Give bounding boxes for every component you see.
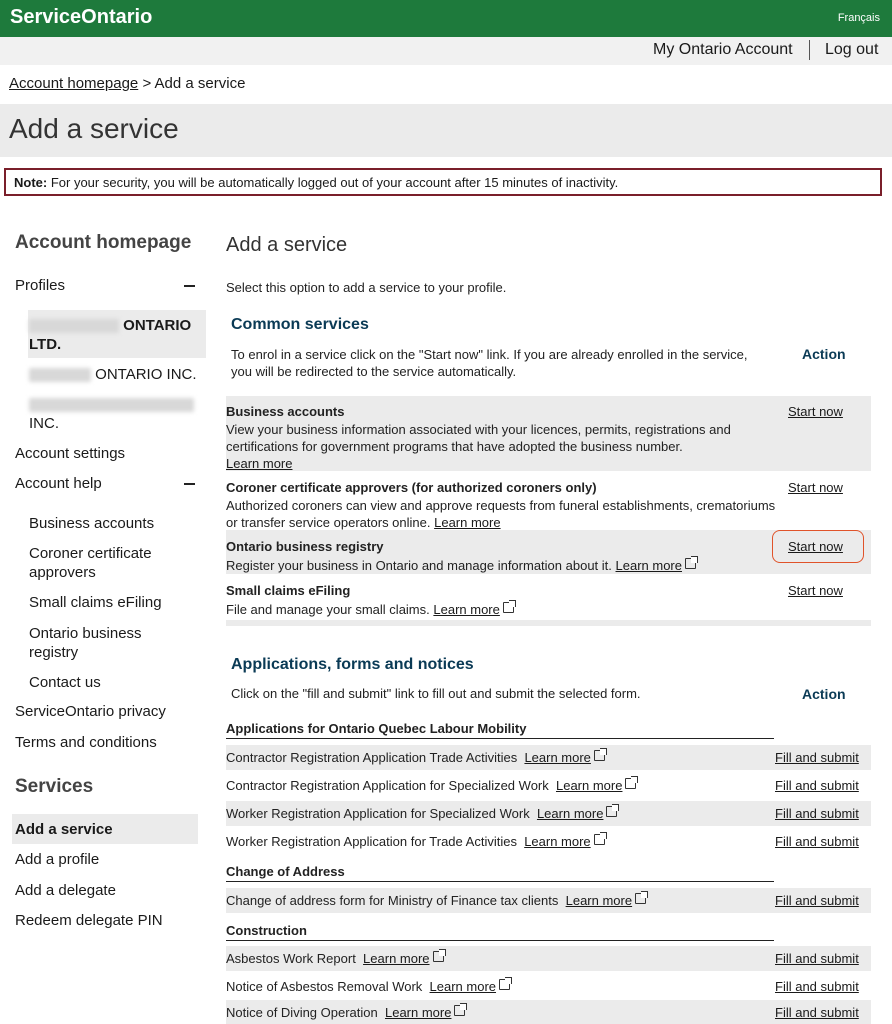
- service-desc-business-accounts: View your business information associated with your licences, permits, registrations and certifications for government programs that have adopted the business number. Learn more: [226, 422, 731, 471]
- learn-more-link[interactable]: Learn more: [524, 834, 591, 849]
- external-link-icon: [635, 893, 646, 904]
- fill-and-submit-link[interactable]: Fill and submit: [775, 750, 859, 765]
- learn-more-link[interactable]: Learn more: [524, 750, 591, 765]
- breadcrumb-current: Add a service: [154, 75, 246, 92]
- page-title-bar: [0, 104, 892, 157]
- sidebar-account-homepage[interactable]: Account homepage: [15, 232, 192, 253]
- external-link-icon: [454, 1005, 465, 1016]
- sidebar-account-help[interactable]: Account help: [15, 475, 102, 492]
- service-title-coroner: Coroner certificate approvers (for authorized coroners only): [226, 480, 597, 495]
- group-rule: [226, 940, 774, 941]
- sidebar-add-profile[interactable]: Add a profile: [15, 851, 100, 868]
- learn-more-link[interactable]: Learn more: [615, 558, 682, 573]
- breadcrumb-separator: >: [142, 75, 152, 92]
- account-bar: [0, 37, 892, 65]
- sidebar-terms[interactable]: Terms and conditions: [15, 734, 157, 751]
- redacted-number: [29, 368, 91, 382]
- collapse-profiles-icon[interactable]: [184, 285, 195, 287]
- group-heading-change-of-address: Change of Address: [226, 864, 345, 879]
- sidebar-redeem-pin[interactable]: Redeem delegate PIN: [15, 912, 163, 929]
- table-row: Contractor Registration Application for Specialized Work Learn more Fill and submit: [226, 778, 859, 793]
- table-row: Notice of Asbestos Removal Work Learn more Fill and submit: [226, 979, 859, 994]
- fill-and-submit-link[interactable]: Fill and submit: [775, 979, 859, 994]
- sidebar-add-service[interactable]: Add a service: [15, 821, 113, 838]
- table-row: Worker Registration Application for Trade Activities Learn more Fill and submit: [226, 834, 859, 849]
- fill-and-submit-link[interactable]: Fill and submit: [775, 893, 859, 908]
- note-text: For your security, you will be automatically logged out of your account after 15 minutes of inactivity.: [50, 175, 619, 190]
- security-note: [4, 168, 882, 196]
- learn-more-link[interactable]: Learn more: [565, 893, 633, 908]
- top-bar: [0, 0, 892, 37]
- external-link-icon: [499, 979, 510, 990]
- learn-more-link[interactable]: Learn more: [555, 778, 623, 793]
- fill-and-submit-link[interactable]: Fill and submit: [775, 834, 859, 849]
- forms-instructions: Click on the "fill and submit" link to fill out and submit the selected form.: [231, 686, 641, 701]
- account-bar-divider: [809, 40, 810, 60]
- profile-item-1[interactable]: ONTARIO LTD.: [29, 317, 192, 353]
- sidebar-services-heading: Services: [15, 776, 94, 797]
- fill-and-submit-link[interactable]: Fill and submit: [775, 806, 859, 821]
- profile-item-3[interactable]: INC.: [29, 395, 194, 433]
- help-item-coroner[interactable]: Coroner certificate approvers: [29, 545, 152, 581]
- service-title-small-claims: Small claims eFiling: [226, 583, 351, 598]
- fill-and-submit-link[interactable]: Fill and submit: [775, 778, 859, 793]
- table-row: Change of address form for Ministry of Finance tax clients Learn more Fill and submit: [226, 888, 871, 913]
- table-row: Asbestos Work Report Learn more Fill and submit: [226, 946, 871, 971]
- common-services-heading: Common services: [231, 316, 369, 333]
- external-link-icon: [433, 951, 444, 962]
- table-row: Notice of Diving Operation Learn more Fill and submit: [226, 1000, 871, 1024]
- sidebar-account-settings[interactable]: Account settings: [15, 445, 126, 462]
- external-link-icon: [625, 778, 636, 789]
- table-row: Worker Registration Application for Specialized Work Learn more Fill and submit: [226, 801, 871, 826]
- group-heading-labour-mobility: Applications for Ontario Quebec Labour Mobility: [226, 721, 527, 736]
- start-now-small-claims[interactable]: Start now: [788, 583, 843, 598]
- learn-more-link[interactable]: Learn more: [363, 951, 430, 966]
- learn-more-link[interactable]: Learn more: [226, 456, 293, 471]
- profile-item-2[interactable]: ONTARIO INC.: [29, 365, 197, 384]
- learn-more-link[interactable]: Learn more: [434, 515, 501, 530]
- table-row: Contractor Registration Application Trade Activities Learn more Fill and submit: [226, 745, 871, 770]
- group-rule: [226, 881, 774, 882]
- breadcrumb: [9, 75, 245, 92]
- service-row-bg: [226, 620, 871, 626]
- main-intro: Select this option to add a service to your profile.: [226, 280, 507, 295]
- help-item-small-claims[interactable]: Small claims eFiling: [29, 594, 162, 611]
- external-link-icon: [594, 750, 605, 761]
- my-account-link[interactable]: My Ontario Account: [653, 41, 793, 58]
- external-link-icon: [606, 806, 617, 817]
- service-desc-business-registry: Register your business in Ontario and manage information about it. Learn more: [226, 557, 781, 574]
- note-label: Note:: [14, 175, 48, 190]
- start-now-coroner[interactable]: Start now: [788, 480, 843, 495]
- common-action-header: Action: [802, 346, 846, 362]
- fill-and-submit-link[interactable]: Fill and submit: [775, 951, 859, 966]
- service-desc-coroner: Authorized coroners can view and approve requests from funeral establishments, crematoriums or transfer service operators online. Learn more: [226, 498, 776, 530]
- service-title-business-registry: Ontario business registry: [226, 539, 384, 554]
- brand-logo[interactable]: ServiceOntario: [10, 6, 153, 28]
- redacted-name: [29, 398, 194, 412]
- breadcrumb-home-link[interactable]: Account homepage: [9, 75, 139, 92]
- external-link-icon: [685, 558, 696, 569]
- external-link-icon: [503, 602, 514, 613]
- sidebar-privacy[interactable]: ServiceOntario privacy: [15, 703, 166, 720]
- learn-more-link[interactable]: Learn more: [384, 1005, 452, 1020]
- external-link-icon: [594, 834, 605, 845]
- learn-more-link[interactable]: Learn more: [536, 806, 604, 821]
- group-rule: [226, 738, 774, 739]
- common-services-instructions: To enrol in a service click on the "Start now" link. If you are already enrolled in the service, you will be redirected to the service automatically.: [231, 347, 748, 379]
- page-title: Add a service: [9, 113, 179, 144]
- collapse-help-icon[interactable]: [184, 483, 195, 485]
- forms-action-header: Action: [802, 686, 846, 702]
- fill-and-submit-link[interactable]: Fill and submit: [775, 1005, 859, 1020]
- learn-more-link[interactable]: Learn more: [433, 602, 500, 617]
- help-item-contact-us[interactable]: Contact us: [29, 674, 101, 691]
- sidebar-profiles[interactable]: Profiles: [15, 277, 66, 294]
- start-now-business-registry[interactable]: Start now: [788, 539, 843, 554]
- forms-heading: Applications, forms and notices: [231, 656, 474, 673]
- logout-link[interactable]: Log out: [825, 41, 879, 58]
- service-desc-small-claims: File and manage your small claims. Learn more: [226, 601, 781, 618]
- redacted-number: [29, 319, 119, 333]
- main-heading: Add a service: [226, 234, 348, 256]
- help-item-business-accounts[interactable]: Business accounts: [29, 515, 155, 532]
- service-title-business-accounts: Business accounts: [226, 404, 345, 419]
- start-now-business-accounts[interactable]: Start now: [788, 404, 843, 419]
- sidebar-add-delegate[interactable]: Add a delegate: [15, 882, 116, 899]
- help-item-business-registry[interactable]: Ontario business registry: [29, 625, 142, 661]
- learn-more-link[interactable]: Learn more: [429, 979, 497, 994]
- group-heading-construction: Construction: [226, 923, 307, 938]
- language-toggle[interactable]: Français: [837, 12, 880, 24]
